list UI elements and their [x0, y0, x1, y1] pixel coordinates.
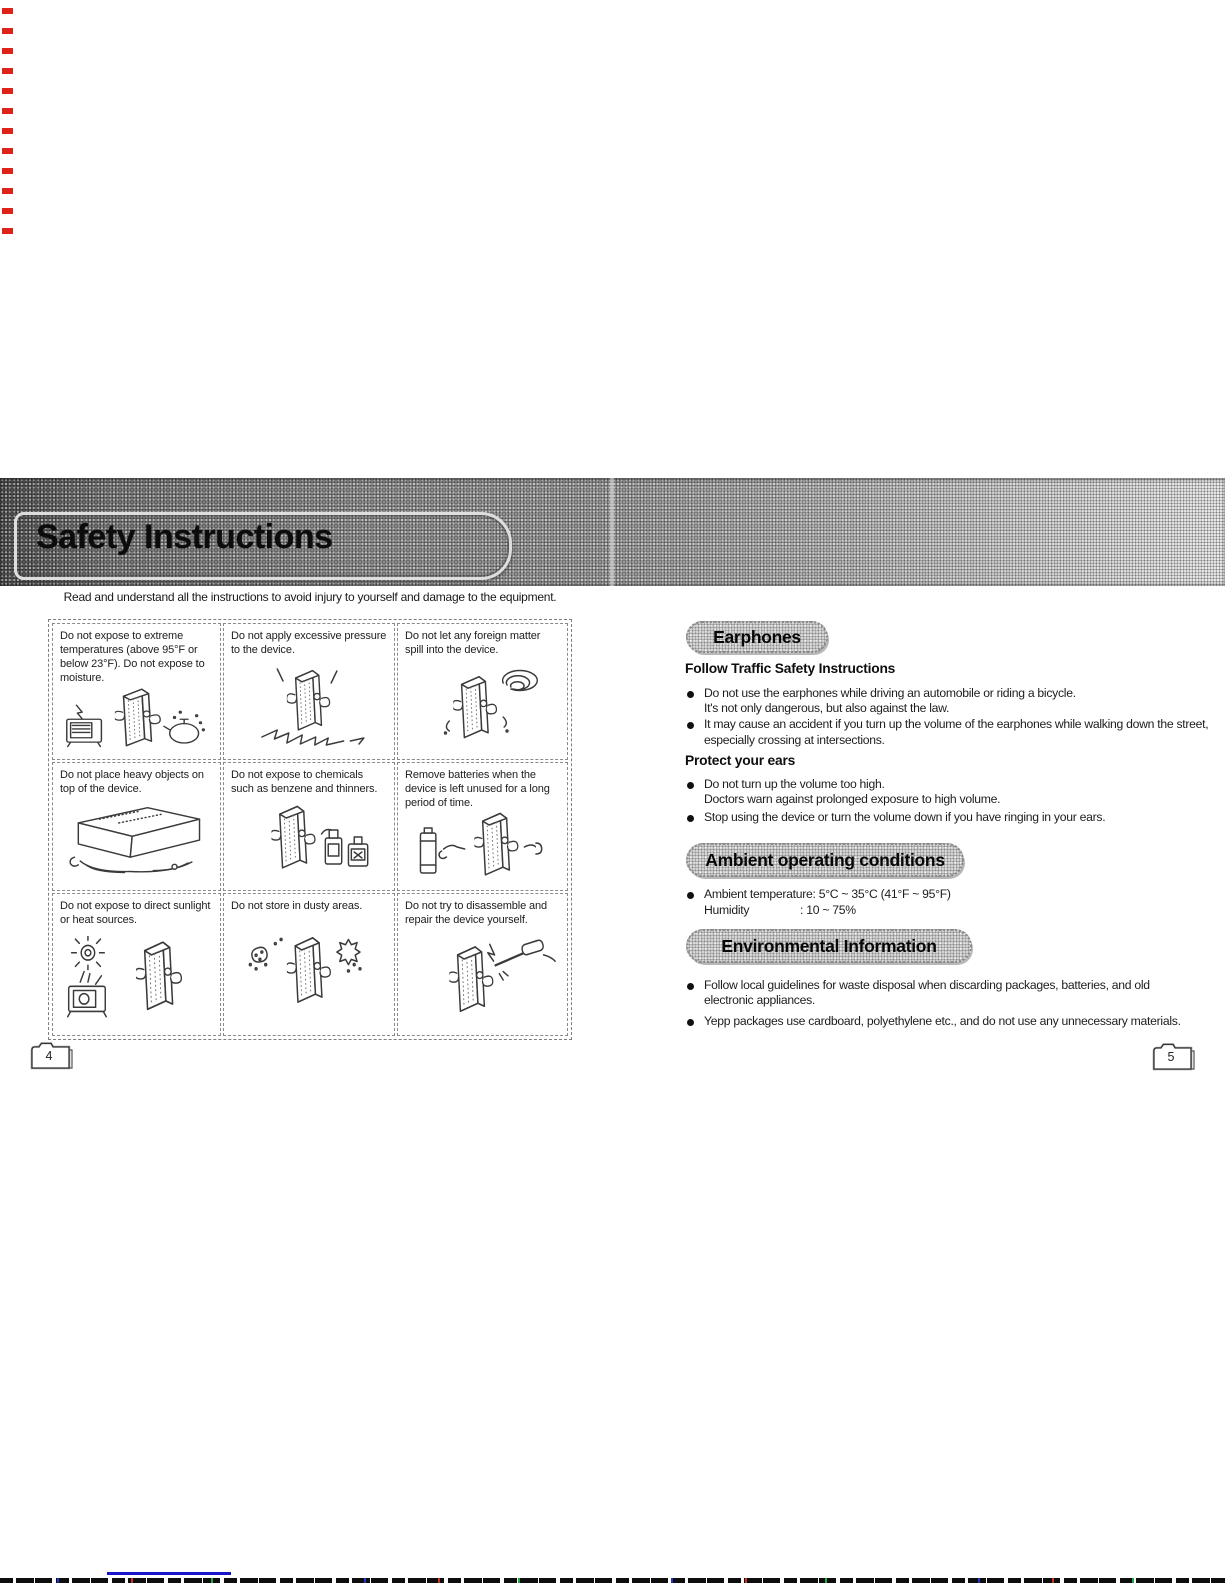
- page-number-tab-right: [1150, 1042, 1198, 1072]
- page-seam: [610, 478, 614, 586]
- bullet-icon: [687, 782, 694, 789]
- table-cell-chemicals: [223, 762, 395, 891]
- table-cell-direct-sunlight: [52, 893, 221, 1036]
- chemical-warning-icon: [231, 796, 387, 888]
- bullet-icon: [687, 815, 694, 822]
- page-number: 5: [1167, 1050, 1175, 1064]
- cell-caption: Do not try to disassemble and repair the device yourself.: [405, 900, 548, 927]
- bullet-icon: [687, 892, 694, 899]
- page-title: Safety Instructions: [36, 518, 333, 556]
- cell-caption: Do not expose to direct sunlight or heat sources.: [60, 900, 211, 927]
- bullet-line: Do not turn up the volume too high.: [704, 777, 885, 791]
- table-cell-excessive-pressure: [223, 623, 395, 760]
- humidity-label: Humidity: [704, 903, 750, 917]
- disassembly-warning-icon: [405, 927, 560, 1033]
- bullet-line: Doctors warn against prolonged exposure to high volume.: [704, 792, 1001, 806]
- safety-table: [48, 619, 572, 1040]
- bullet-icon: [687, 691, 694, 698]
- page-number-tab-left: [28, 1041, 76, 1071]
- dust-warning-icon: [231, 913, 387, 1033]
- cell-caption: Do not store in dusty areas.: [231, 900, 363, 912]
- humidity-value: : 10 ~ 75%: [800, 903, 856, 917]
- battery-removal-icon: [405, 810, 560, 888]
- table-cell-remove-batteries: [397, 762, 568, 891]
- intro-text: Read and understand all the instructions to avoid injury to yourself and damage to the equipment.: [63, 590, 557, 604]
- table-cell-heavy-objects: [52, 762, 221, 891]
- cell-caption: Do not let any foreign matter spill into the device.: [405, 630, 541, 657]
- cell-caption: Do not expose to extreme temperatures (above 95°F or below 23°F). Do not expose to moisture.: [60, 630, 205, 685]
- cell-caption: Do not place heavy objects on top of the device.: [60, 769, 204, 796]
- bullet-line: Do not use the earphones while driving an automobile or riding a bicycle.: [704, 686, 1076, 700]
- temperature-warning-icon: [60, 685, 213, 757]
- section-title: Environmental Information: [721, 935, 937, 956]
- table-cell-foreign-matter: [397, 623, 568, 760]
- table-cell-extreme-temperatures: [52, 623, 221, 760]
- page-number: 4: [45, 1049, 53, 1063]
- cell-caption: Remove batteries when the device is left unused for a long period of time.: [405, 769, 550, 810]
- bullet-line: electronic appliances.: [704, 993, 816, 1007]
- scan-artifact-blue-line: [107, 1572, 231, 1575]
- bullet-line: It may cause an accident if you turn up the volume of the earphones while walking down the street,: [704, 717, 1209, 731]
- heavy-object-warning-icon: [60, 796, 213, 888]
- scan-artifact-red-marks: [2, 8, 14, 248]
- table-cell-dusty-areas: [223, 893, 395, 1036]
- bullet-line: Yepp packages use cardboard, polyethylene etc., and do not use any unnecessary materials.: [704, 1014, 1181, 1028]
- protect-ears-heading: Protect your ears: [685, 753, 796, 768]
- bullet-line: It's not only dangerous, but also against the law.: [704, 701, 950, 715]
- bullet-icon: [687, 722, 694, 729]
- ambient-temperature-line: Ambient temperature: 5°C ~ 35°C (41°F ~ 95°F): [704, 887, 951, 901]
- cell-caption: Do not apply excessive pressure to the device.: [231, 630, 387, 657]
- bullet-line: Follow local guidelines for waste disposal when discarding packages, batteries, and old: [704, 978, 1150, 992]
- traffic-safety-heading: Follow Traffic Safety Instructions: [685, 661, 896, 676]
- section-header-ambient: [686, 843, 964, 877]
- table-cell-disassemble: [397, 893, 568, 1036]
- section-header-environment: [686, 929, 972, 963]
- bullet-line: especially crossing at intersections.: [704, 733, 885, 747]
- bullet-icon: [687, 1019, 694, 1026]
- section-title: Earphones: [713, 626, 801, 647]
- bullet-icon: [687, 983, 694, 990]
- section-header-earphones: [686, 621, 828, 653]
- bullet-line: Stop using the device or turn the volume down if you have ringing in your ears.: [704, 810, 1106, 824]
- header-banner: [0, 478, 1225, 586]
- section-title: Ambient operating conditions: [705, 849, 945, 870]
- spill-warning-icon: [405, 657, 560, 757]
- sunlight-warning-icon: [60, 927, 213, 1033]
- scan-artifact-bottom-edge: [0, 1578, 1225, 1583]
- cell-caption: Do not expose to chemicals such as benzene and thinners.: [231, 769, 378, 796]
- pressure-warning-icon: [231, 657, 387, 757]
